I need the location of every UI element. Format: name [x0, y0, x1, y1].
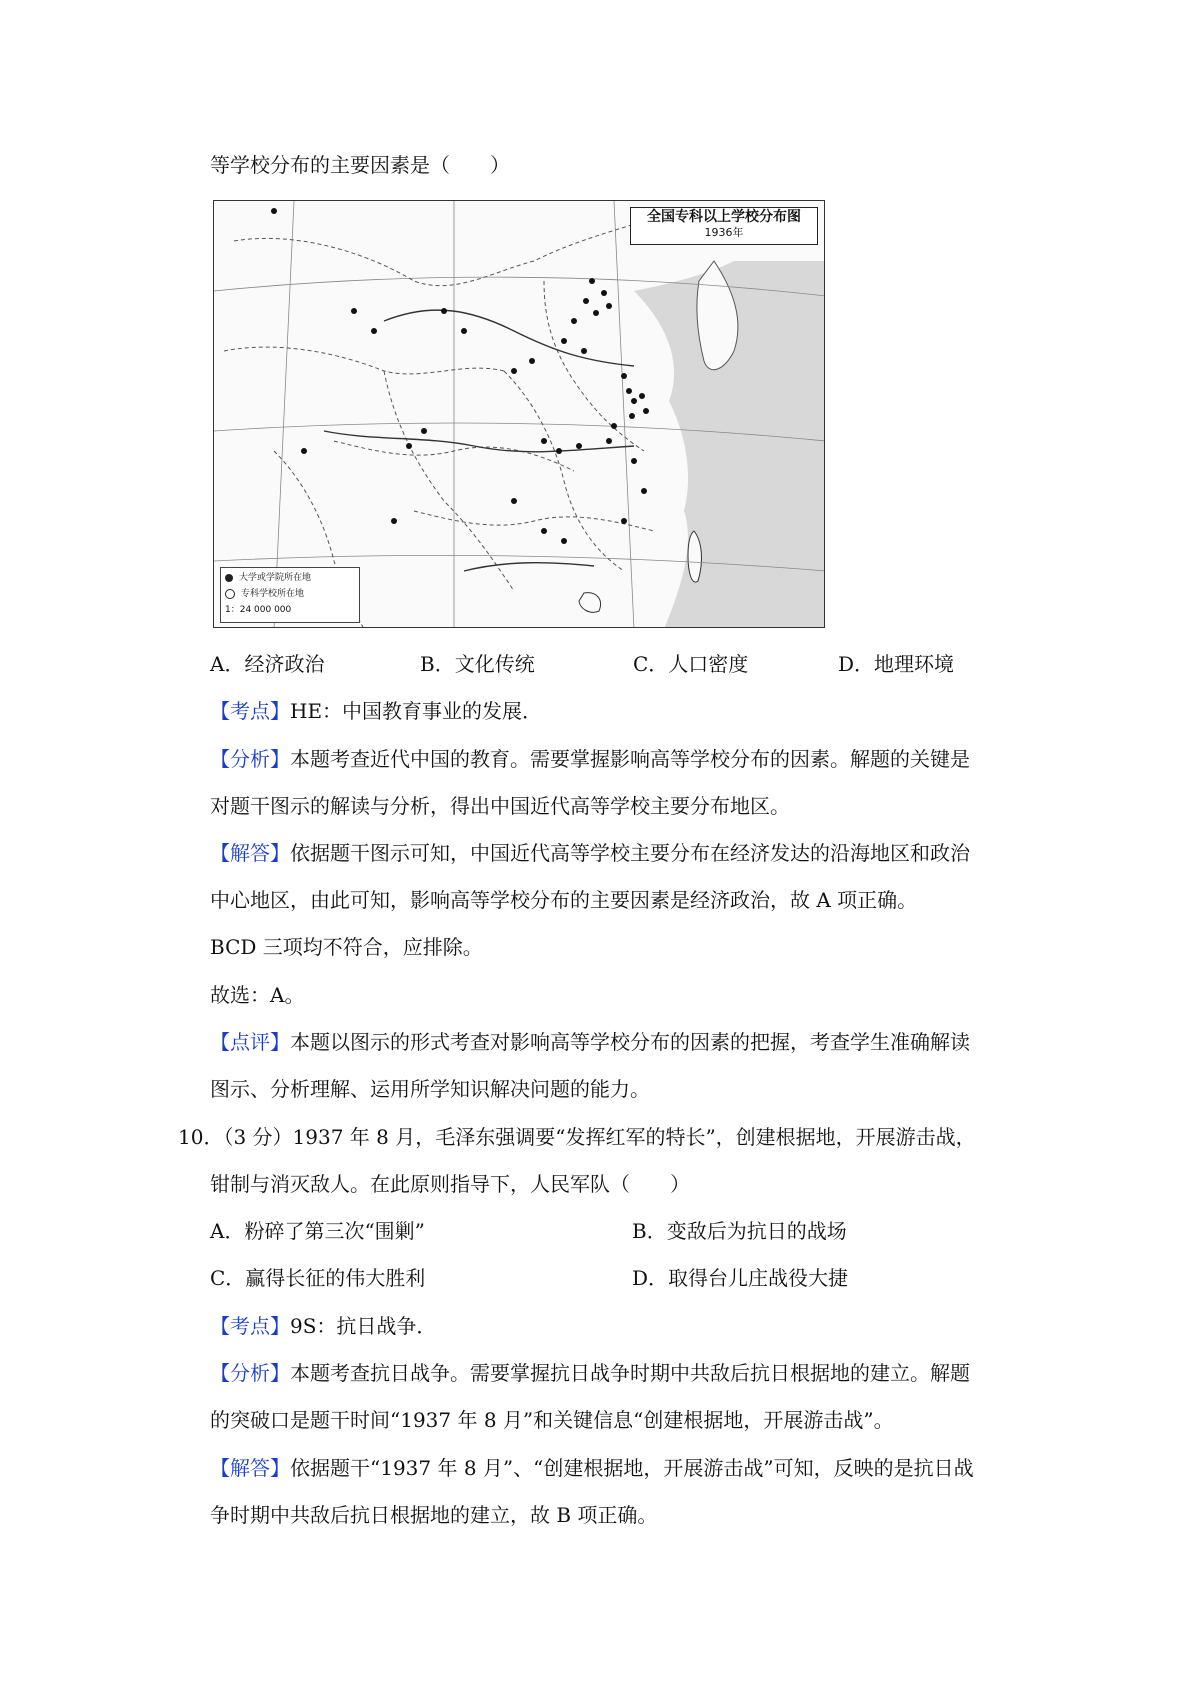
q9-jieda-2: 中心地区，由此可知，影响高等学校分布的主要因素是经济政治，故 A 项正确。: [210, 888, 918, 912]
map-legend: [220, 567, 360, 623]
q10-kaodian-text: 9S：抗日战争．: [290, 1314, 437, 1338]
hainan-island: [579, 593, 601, 613]
dianping-tag: 【点评】: [210, 1030, 290, 1054]
q9-fenxi-2: 对题干图示的解读与分析，得出中国近代高等学校主要分布地区。: [210, 794, 790, 818]
q9-option-c: C．人口密度: [633, 652, 749, 676]
q9-stem-tail: 等学校分布的主要因素是（ ）: [210, 153, 510, 177]
kaodian-tag: 【考点】: [210, 699, 290, 723]
jieda-text-1: 依据题干图示可知，中国近代高等学校主要分布在经济发达的沿海地区和政治: [290, 841, 970, 865]
jieda-tag: 【解答】: [210, 841, 290, 865]
q9-kaodian: [210, 698, 542, 724]
university-dot-icon: [225, 574, 233, 582]
q10-jieda-text-1: 依据题干“1937 年 8 月”、“创建根据地，开展游击战”可知，反映的是抗日战: [290, 1456, 974, 1480]
legend-college: 专科学校所在地: [225, 586, 355, 602]
school-distribution-map: [213, 200, 825, 628]
q10-kaodian: [210, 1313, 436, 1339]
q10-stem-1: 10．（3 分）1937 年 8 月，毛泽东强调要“发挥红军的特长”，创建根据地，开展游击战，: [178, 1125, 976, 1149]
q10-kaodian-tag: 【考点】: [210, 1314, 290, 1338]
q9-fenxi-1: [210, 746, 970, 772]
q10-option-c: C．赢得长征的伟大胜利: [210, 1266, 426, 1290]
q10-jieda-1: [210, 1455, 974, 1481]
q9-jieda-3: BCD 三项均不符合，应排除。: [210, 935, 483, 959]
map-year: 1936年: [704, 226, 744, 239]
q9-answer: 故选：A。: [210, 983, 305, 1007]
q10-jieda-tag: 【解答】: [210, 1456, 290, 1480]
fenxi-text-1: 本题考查近代中国的教育。需要掌握影响高等学校分布的因素。解题的关键是: [290, 747, 970, 771]
q10-stem-2: 钳制与消灭敌人。在此原则指导下，人民军队（ ）: [210, 1172, 690, 1196]
college-ring-icon: [225, 589, 235, 599]
q10-option-a: A．粉碎了第三次“围剿”: [210, 1219, 425, 1243]
dianping-text-1: 本题以图示的形式考查对影响高等学校分布的因素的把握，考查学生准确解读: [290, 1030, 970, 1054]
kaodian-text: HE：中国教育事业的发展．: [290, 699, 543, 723]
q9-dianping-1: [210, 1029, 970, 1055]
q9-option-a: A．经济政治: [210, 652, 325, 676]
map-title: 全国专科以上学校分布图: [647, 209, 801, 225]
q10-fenxi-1: [210, 1360, 970, 1386]
q9-jieda-1: [210, 840, 970, 866]
fenxi-tag: 【分析】: [210, 747, 290, 771]
q10-fenxi-tag: 【分析】: [210, 1361, 290, 1385]
legend-university: 大学或学院所在地: [225, 570, 355, 586]
q9-option-b: B．文化传统: [420, 652, 535, 676]
q10-option-d: D．取得台儿庄战役大捷: [632, 1266, 849, 1290]
q10-option-b: B．变敌后为抗日的战场: [632, 1219, 847, 1243]
q10-fenxi-2: 的突破口是题干时间“1937 年 8 月”和关键信息“创建根据地，开展游击战”。: [210, 1408, 894, 1432]
school-dots: [271, 208, 649, 544]
q10-jieda-2: 争时期中共敌后抗日根据地的建立，故 B 项正确。: [210, 1503, 658, 1527]
q9-dianping-2: 图示、分析理解、运用所学知识解决问题的能力。: [210, 1077, 650, 1101]
q10-fenxi-text-1: 本题考查抗日战争。需要掌握抗日战争时期中共敌后抗日根据地的建立。解题: [290, 1361, 970, 1385]
map-drawing: [214, 201, 825, 628]
q9-option-d: D．地理环境: [838, 652, 955, 676]
map-title-box: [630, 207, 818, 245]
rivers: [324, 310, 634, 571]
map-scale: 1：24 000 000: [225, 605, 292, 615]
